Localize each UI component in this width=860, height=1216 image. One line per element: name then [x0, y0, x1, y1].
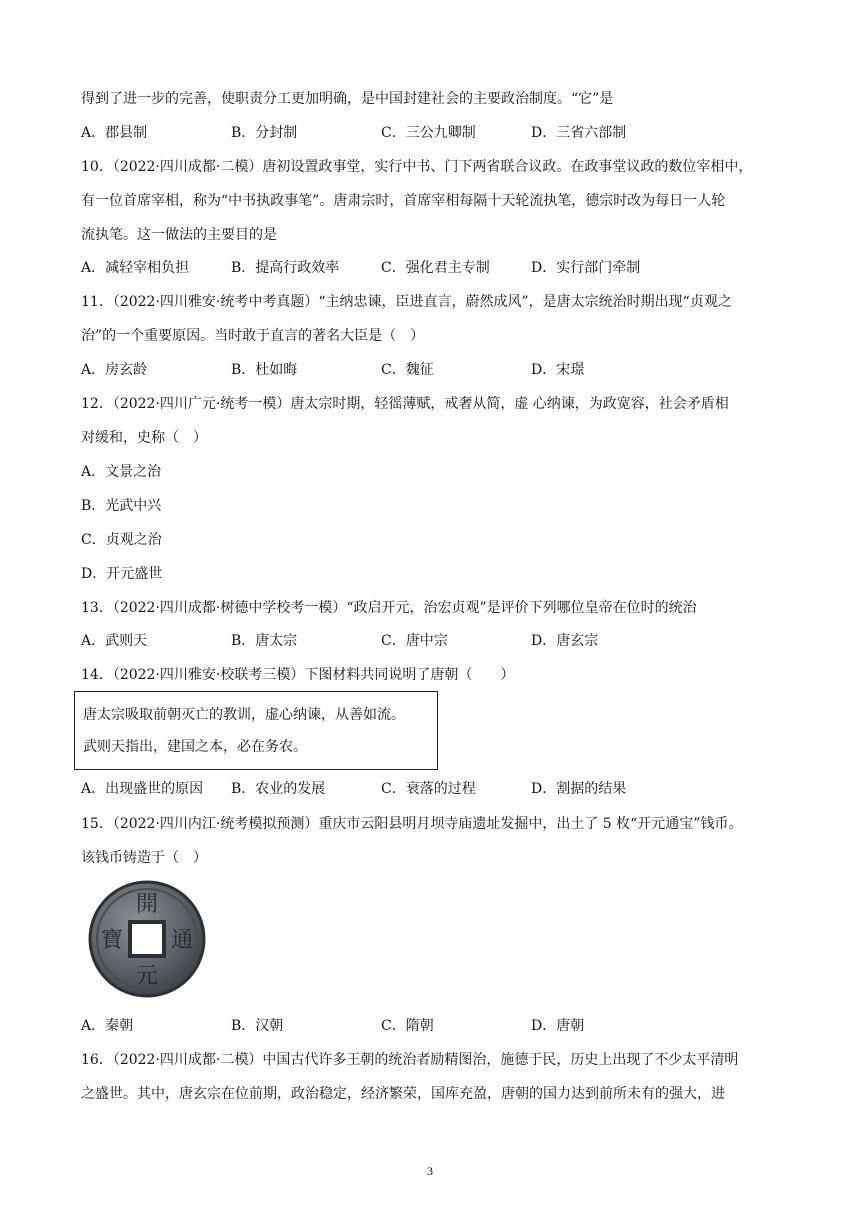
q15-option-d[interactable]: D．唐朝 — [531, 1018, 585, 1034]
q11-option-a[interactable]: A．房玄龄 — [81, 362, 148, 378]
coin-glyph-top: 開 — [135, 892, 159, 917]
coin-glyph-left: 寶 — [100, 928, 124, 953]
q11-option-c[interactable]: C．魏征 — [381, 362, 434, 378]
q11-option-b[interactable]: B．杜如晦 — [231, 362, 298, 378]
q9-option-d[interactable]: D．三省六部制 — [531, 125, 627, 141]
q9-option-a[interactable]: A．郡县制 — [81, 125, 148, 141]
q13-option-b[interactable]: B．唐太宗 — [231, 633, 298, 649]
question-16-line-1: 16．（2022·四川成都·二模）中国古代许多王朝的统治者励精图治，施德于民，历史上出现了不少太平清明 — [81, 1052, 739, 1068]
question-11-line-1: 11．（2022·四川雅安·统考中考真题）“主纳忠谏，臣进直言，蔚然成风”，是唐太宗统治时期出现“贞观之 — [81, 294, 732, 310]
q10-option-d[interactable]: D．实行部门牵制 — [531, 260, 641, 276]
question-10-line-2: 有一位首席宰相，称为“中书执政事笔”。唐肃宗时，首席宰相每隔十天轮流执笔，德宗时改为每日一人轮 — [81, 193, 726, 209]
question-13-text: 13．（2022·四川成都·树德中学校考一模）“政启开元，治宏贞观”是评价下列哪位皇帝在位时的统治 — [81, 600, 697, 616]
q11-option-d[interactable]: D．宋璟 — [531, 362, 585, 378]
question-10-options — [81, 258, 781, 278]
q12-option-d[interactable]: D．开元盛世 — [81, 566, 163, 582]
q12-option-b[interactable]: B．光武中兴 — [81, 498, 162, 514]
question-11-options — [81, 360, 781, 380]
q12-option-a[interactable]: A．文景之治 — [81, 464, 162, 480]
q15-option-c[interactable]: C．隋朝 — [381, 1018, 434, 1034]
q10-option-a[interactable]: A．减轻宰相负担 — [81, 260, 190, 276]
page-number: 3 — [427, 1164, 433, 1178]
question-14-text: 14．（2022·四川雅安·校联考三模）下图材料共同说明了唐朝（ ） — [81, 667, 515, 683]
question-12-line-2: 对缓和，史称（ ） — [81, 430, 207, 446]
q13-option-d[interactable]: D．唐玄宗 — [531, 633, 599, 649]
q12-option-c[interactable]: C．贞观之治 — [81, 532, 162, 548]
q13-option-a[interactable]: A．武则天 — [81, 633, 148, 649]
q15-option-b[interactable]: B．汉朝 — [231, 1018, 284, 1034]
question-10-line-1: 10．（2022·四川成都·二模）唐初设置政事堂，实行中书、门下两省联合议政。在政事堂议政的数位宰相中， — [81, 159, 753, 175]
q14-option-a[interactable]: A．出现盛世的原因 — [81, 781, 204, 797]
coin-glyph-right: 通 — [170, 928, 194, 953]
question-13-options — [81, 631, 781, 651]
question-15-line-2: 该钱币铸造于（ ） — [81, 850, 207, 866]
question-12-line-1: 12．（2022·四川广元·统考一模）唐太宗时期，轻徭薄赋，戒奢从简，虚 心纳谏，为政宽容，社会矛盾相 — [81, 396, 729, 412]
q14-option-b[interactable]: B．农业的发展 — [231, 781, 326, 797]
coin-glyph-bottom: 元 — [135, 964, 159, 989]
question-16-line-2: 之盛世。其中，唐玄宗在位前期，政治稳定，经济繁荣，国库充盈，唐朝的国力达到前所未有的强大，进 — [81, 1086, 725, 1102]
question-9-options — [81, 123, 781, 143]
material-line-1: 唐太宗吸取前朝灭亡的教训，虚心纳谏，从善如流。 — [83, 707, 405, 723]
q15-option-a[interactable]: A．秦朝 — [81, 1018, 134, 1034]
question-15-options — [81, 1016, 781, 1036]
q10-option-c[interactable]: C．强化君主专制 — [381, 260, 490, 276]
q9-option-b[interactable]: B．分封制 — [231, 125, 298, 141]
material-box — [74, 691, 438, 770]
kaiyuan-tongbao-coin-image — [82, 878, 212, 1000]
q14-option-c[interactable]: C．衰落的过程 — [381, 781, 476, 797]
question-11-line-2: 治”的一个重要原因。当时敢于直言的著名大臣是（ ） — [81, 328, 425, 344]
question-15-line-1: 15．（2022·四川内江·统考模拟预测）重庆市云阳县明月坝寺庙遗址发掘中，出土了 5 枚“开元通宝”钱币。 — [81, 816, 743, 832]
question-10-line-3: 流执笔。这一做法的主要目的是 — [81, 227, 277, 243]
q9-option-c[interactable]: C．三公九卿制 — [381, 125, 476, 141]
question-9-text-continued: 得到了进一步的完善，使职责分工更加明确，是中国封建社会的主要政治制度。“它”是 — [81, 91, 614, 107]
q13-option-c[interactable]: C．唐中宗 — [381, 633, 448, 649]
material-line-2: 武则天指出，建国之本，必在务农。 — [83, 739, 307, 755]
q10-option-b[interactable]: B．提高行政效率 — [231, 260, 340, 276]
question-14-options — [81, 779, 781, 799]
q14-option-d[interactable]: D．割据的结果 — [531, 781, 627, 797]
